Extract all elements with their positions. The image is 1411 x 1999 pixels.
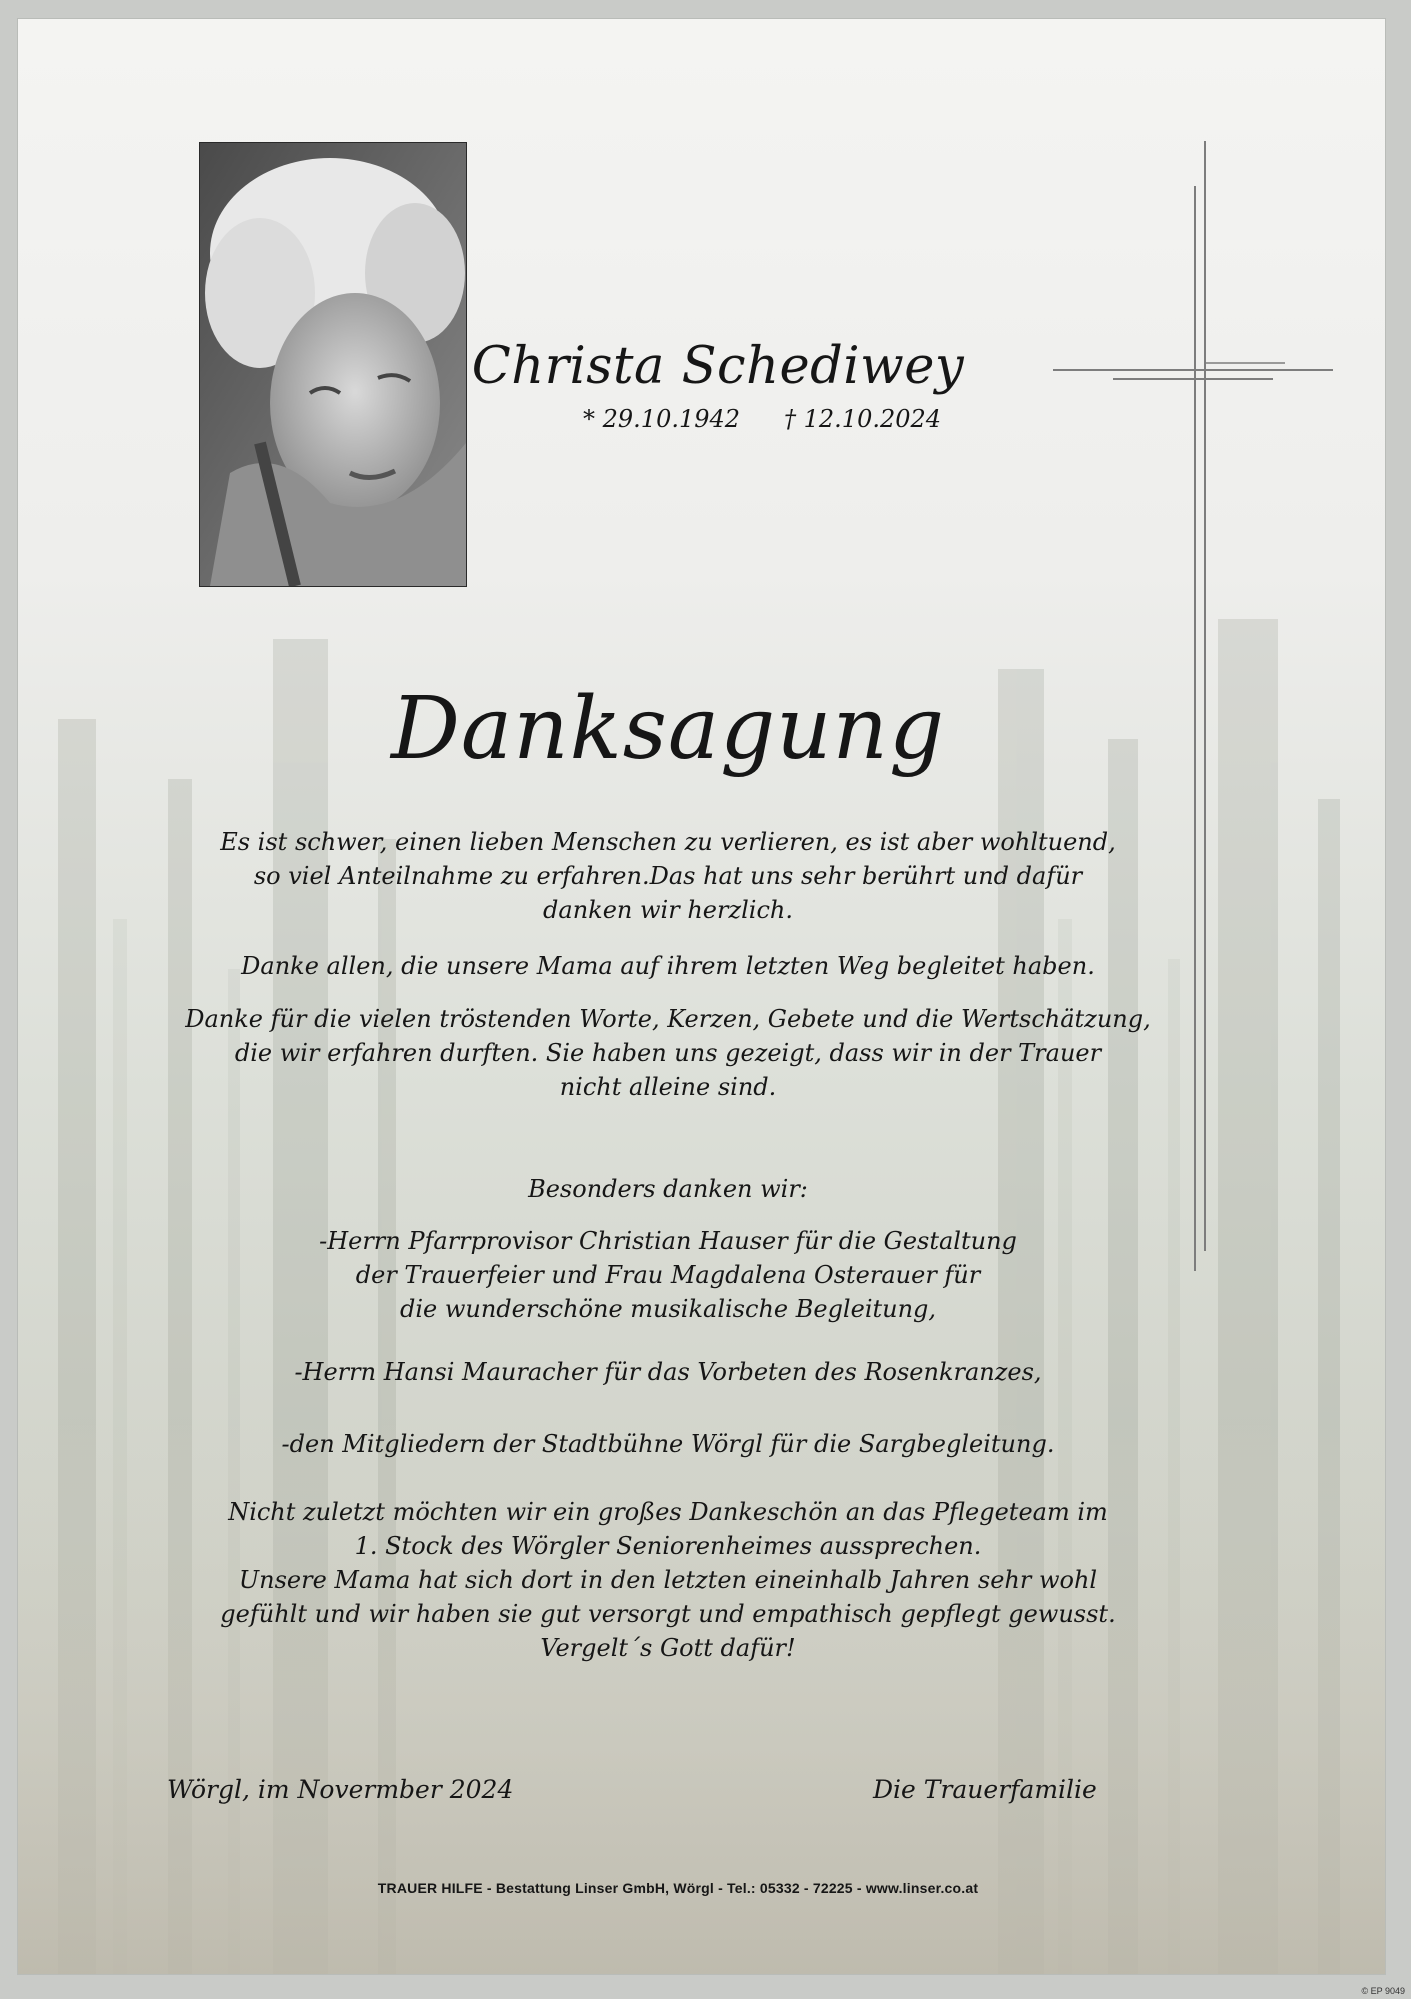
paragraph-6: -Herrn Hansi Mauracher für das Vorbeten des Rosenkranzes,	[294, 1358, 1042, 1386]
paragraph-1: Es ist schwer, einen lieben Menschen zu verlieren, es ist aber wohltuend, so viel Anteilnahme zu erfahren.Das hat uns sehr berührt und dafür danken wir herzlich.	[220, 828, 1116, 924]
paragraph-8: Nicht zuletzt möchten wir ein großes Dankeschön an das Pflegeteam im 1. Stock des Wörgler Seniorenheimes aussprechen. Unsere Mama hat sich dort in den letzten eineinhalb Jahren sehr wohl gefühlt und wir haben sie gut versorgt und empathisch gepflegt gewusst. Vergelt´s Gott dafür!	[220, 1498, 1116, 1662]
deceased-name: Christa Schediwey	[471, 337, 965, 396]
paragraph-2: Danke allen, die unsere Mama auf ihrem letzten Weg begleitet haben.	[241, 952, 1095, 980]
portrait-photo	[199, 142, 467, 587]
footer-contact: TRAUER HILFE - Bestattung Linser GmbH, Wörgl - Tel.: 05332 - 72225 - www.linser.co.at	[377, 1880, 979, 1896]
paragraph-3: Danke für die vielen tröstenden Worte, Kerzen, Gebete und die Wertschätzung, die wir erfahren durften. Sie haben uns gezeigt, dass wir in der Trauer nicht alleine sind.	[185, 1005, 1151, 1101]
death-date: † 12.10.2024	[784, 405, 942, 433]
paragraph-5: -Herrn Pfarrprovisor Christian Hauser für die Gestaltung der Trauerfeier und Frau Magdalena Osterauer für die wunderschöne musikalische Begleitung,	[319, 1227, 1017, 1323]
place-date: Wörgl, im Novermber 2024	[167, 1775, 514, 1804]
paragraph-4: Besonders danken wir:	[528, 1175, 808, 1203]
obituary-card	[17, 18, 1386, 1975]
template-code: © EP 9049	[1361, 1986, 1405, 1996]
page-title: Danksagung	[390, 679, 945, 779]
paragraph-7: -den Mitgliedern der Stadtbühne Wörgl für die Sargbegleitung.	[281, 1430, 1055, 1458]
portrait-image	[200, 143, 466, 586]
signature: Die Trauerfamilie	[873, 1775, 1097, 1804]
birth-date: * 29.10.1942	[583, 405, 741, 433]
